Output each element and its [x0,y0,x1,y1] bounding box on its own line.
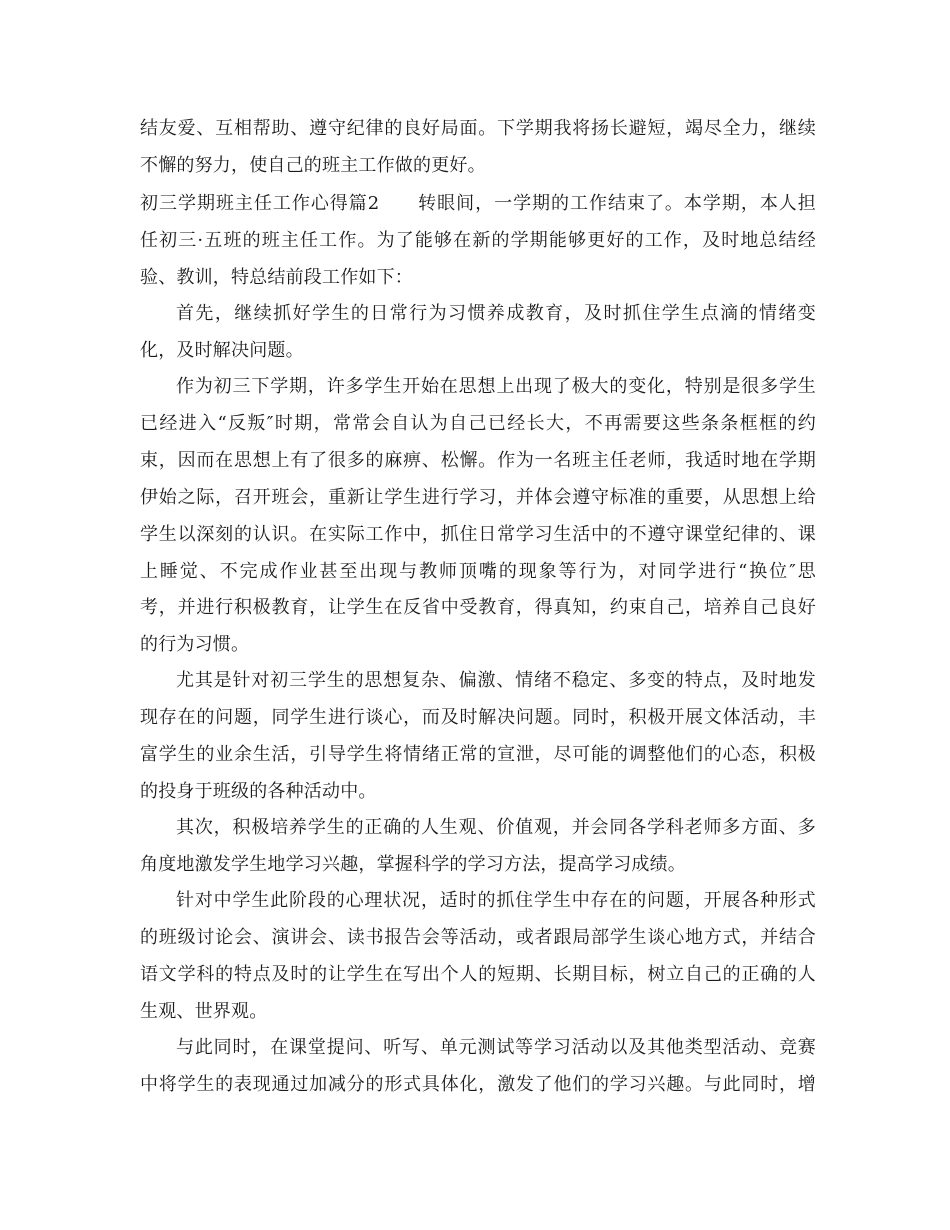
text-line: 上睡觉、不完成作业甚至出现与教师顶嘴的现象等行为，对同学进行“换位″思 [140,561,816,582]
paragraph-first-line: 尤其是针对初三学生的思想复杂、偏激、情绪不稳定、多变的特点，及时地发 [176,670,816,691]
paragraph-first-line: 作为初三下学期，许多学生开始在思想上出现了极大的变化，特别是很多学生 [176,376,816,397]
text-line: 任初三·五班的班主任工作。为了能够在新的学期能够更好的工作，及时地总结经 [140,230,816,251]
text-line: 考，并进行积极教育，让学生在反省中受教育，得真知，约束自己，培养自己良好 [140,597,816,618]
text-line: 伊始之际，召开班会，重新让学生进行学习，并体会遵守标准的重要，从思想上给 [140,487,816,508]
text-line: 不懈的努力，使自己的班主工作做的更好。 [140,155,486,176]
text-line: 束，因而在思想上有了很多的麻痹、松懈。作为一名班主任老师，我适时地在学期 [140,450,816,471]
text-line: 验、教训，特总结前段工作如下： [140,267,413,288]
text-line: 的行为习惯。 [140,634,250,655]
text-line: 学生以深刻的认识。在实际工作中，抓住日常学习生活中的不遵守课堂纪律的、课 [140,524,816,545]
paragraph-first-line: 与此同时，在课堂提问、听写、单元测试等学习活动以及其他类型活动、竞赛 [176,1037,816,1058]
text-line: 结友爱、互相帮助、遵守纪律的良好局面。下学期我将扬长避短，竭尽全力，继续 [140,118,816,139]
text-line: 生观、世界观。 [140,1001,268,1022]
text-line: 角度地激发学生地学习兴趣，掌握科学的学习方法，提高学习成绩。 [140,854,686,875]
text-line: 富学生的业余生活，引导学生将情绪正常的宣泄，尽可能的调整他们的心态，积极 [140,744,816,765]
text-line: 现存在的问题，同学生进行谈心，而及时解决问题。同时，积极开展文体活动，丰 [140,707,816,728]
text-line: 语文学科的特点及时的让学生在写出个人的短期、长期目标，树立自己的正确的人 [140,964,816,985]
section-heading-line: 初三学期班主任工作心得篇2 转眼间，一学期的工作结束了。本学期，本人担 [140,193,816,214]
text-line: 已经进入“反叛″时期，常常会自认为自己已经长大，不再需要这些条条框框的约 [140,413,816,434]
text-line: 中将学生的表现通过加减分的形式具体化，激发了他们的学习兴趣。与此同时，增 [140,1074,816,1095]
paragraph-first-line: 其次，积极培养学生的正确的人生观、价值观，并会同各学科老师多方面、多 [176,817,816,838]
text-line: 的班级讨论会、演讲会、读书报告会等活动，或者跟局部学生谈心地方式，并结合 [140,927,816,948]
paragraph-first-line: 针对中学生此阶段的心理状况，适时的抓住学生中存在的问题，开展各种形式 [176,890,816,911]
text-line: 的投身于班级的各种活动中。 [140,781,377,802]
text-line: 化，及时解决问题。 [140,340,304,361]
paragraph-first-line: 首先，继续抓好学生的日常行为习惯养成教育，及时抓住学生点滴的情绪变 [176,303,816,324]
